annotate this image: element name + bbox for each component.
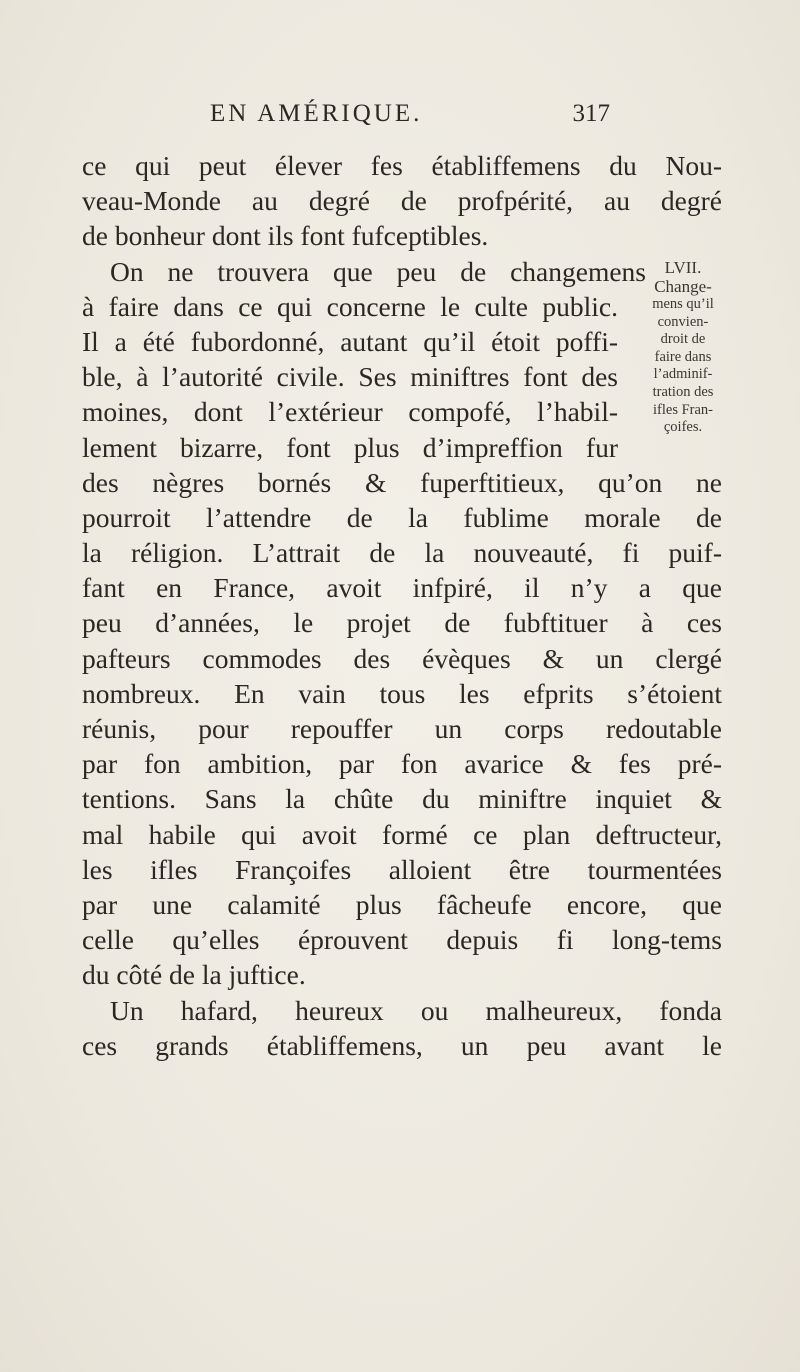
text-line: la réligion. L’attrait de la nouveauté, fi puif- <box>82 537 722 569</box>
text-line: réunis, pour repouffer un corps redoutable <box>82 713 722 744</box>
text-line: Il a été fubordonné, autant qu’il étoit poffi- <box>82 325 618 357</box>
margin-note <box>628 258 738 437</box>
text-line: celle qu’elles éprouvent depuis fi long-tems <box>82 924 722 956</box>
margin-note-line: droit de <box>660 331 706 348</box>
text-line: veau-Monde au degré de profpérité, au degré <box>82 185 722 217</box>
running-title: EN AMÉRIQUE. <box>210 100 423 127</box>
text-line: de bonheur dont ils font fufceptibles. <box>82 220 489 252</box>
margin-note-line: çoifes. <box>663 419 703 436</box>
text-line: ble, à l’autorité civile. Ses miniftres font des <box>82 361 618 393</box>
body-text <box>82 148 722 1063</box>
margin-note-line: convien- <box>657 313 709 330</box>
text-line: Un hafard, heureux ou malheureux, fonda <box>110 994 722 1026</box>
text-line: ces grands établiffemens, un peu avant le <box>82 1029 722 1061</box>
text-line: moines, dont l’extérieur compofé, l’habil- <box>82 396 618 428</box>
text-line: les ifles Françoifes alloient être tourmentées <box>82 853 722 885</box>
margin-note-line: tration des <box>652 383 714 400</box>
text-line: ce qui peut élever fes établiffemens du Nou- <box>82 150 722 181</box>
margin-note-line: faire dans <box>654 348 712 365</box>
margin-note-line: l’adminif- <box>653 366 713 383</box>
text-line: pourroit l’attendre de la fublime morale de <box>82 501 722 533</box>
text-line: par une calamité plus fâcheufe encore, que <box>82 888 722 920</box>
text-line: du côté de la juftice. <box>82 959 306 991</box>
text-line: fant en France, avoit infpiré, il n’y a que <box>82 572 722 604</box>
text-line: tentions. Sans la chûte du miniftre inquiet & <box>82 783 722 815</box>
margin-note-line: LVII. <box>664 258 702 277</box>
text-line: pafteurs commodes des évèques & un clergé <box>82 642 722 674</box>
text-line: à faire dans ce qui concerne le culte public. <box>82 290 618 322</box>
text-line: peu d’années, le projet de fubftituer à ces <box>82 607 722 639</box>
text-line: des nègres bornés & fuperftitieux, qu’on ne <box>82 466 722 498</box>
page-number: 317 <box>572 100 610 127</box>
text-line: On ne trouvera que peu de changemens <box>110 255 646 287</box>
text-line: par fon ambition, par fon avarice & fes pré- <box>82 748 722 780</box>
page-header <box>210 100 610 136</box>
text-line: nombreux. En vain tous les efprits s’étoient <box>82 677 722 709</box>
margin-note-line: Change- <box>654 277 712 296</box>
text-line: mal habile qui avoit formé ce plan deftructeur, <box>82 818 722 850</box>
text-line: lement bizarre, font plus d’impreffion fur <box>82 431 618 463</box>
margin-note-line: mens qu’il <box>652 296 714 312</box>
margin-note-line: ifles Fran- <box>653 401 713 418</box>
